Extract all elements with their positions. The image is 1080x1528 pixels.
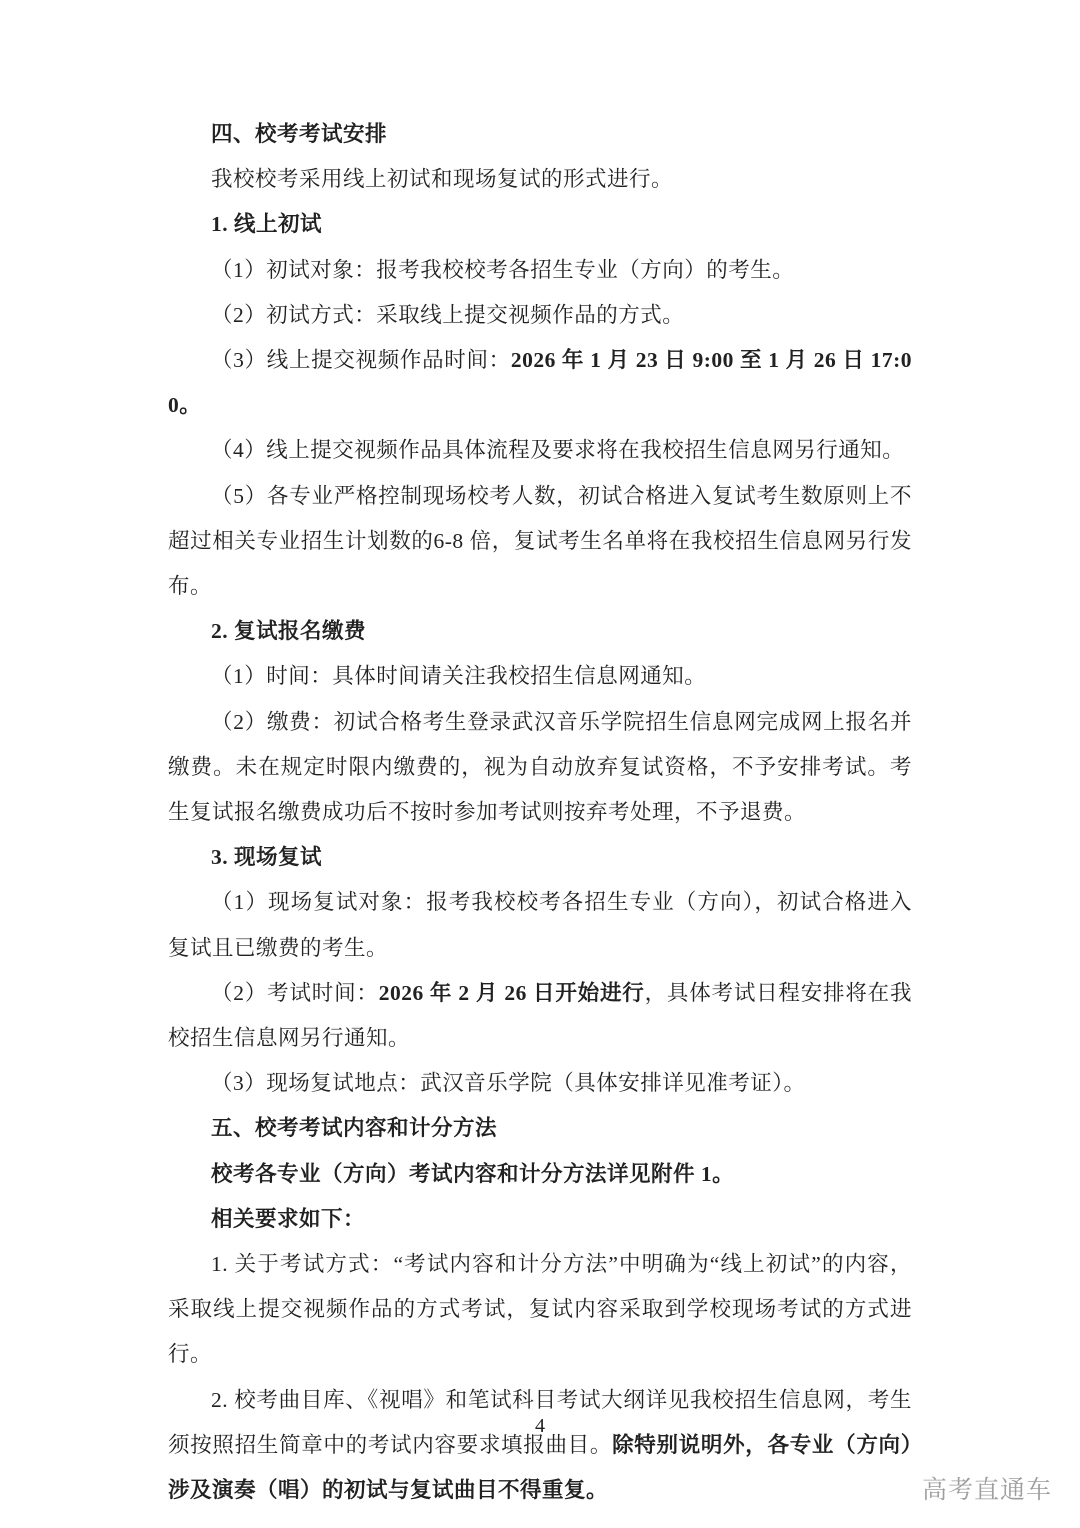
section-heading <box>168 835 912 880</box>
text-run: 2. 校考曲目库、《视唱》和笔试科目考试大纲详见我校招生信息网，考生须按照招生简章中的考试内容要求填报曲目。 <box>168 1387 912 1457</box>
paragraph <box>168 1378 912 1514</box>
paragraph <box>168 1242 912 1378</box>
paragraph <box>168 1061 912 1106</box>
section-heading <box>168 112 912 157</box>
paragraph <box>168 880 912 970</box>
text-run: 除特别说明外，各专业（方向）涉及演奏（唱）的初试与复试曲目不得重复。 <box>168 1432 912 1503</box>
text-run: ，具体考试日程安排将在我校招生信息网另行通知。 <box>168 980 912 1051</box>
paragraph <box>168 971 912 1061</box>
paragraph <box>168 700 912 836</box>
section-heading <box>168 609 912 654</box>
paragraph <box>168 293 912 338</box>
text-run: 2026 年 1 月 23 日 9:00 至 1 月 26 日 17:00。 <box>168 348 912 418</box>
paragraph <box>168 157 912 202</box>
section-heading <box>168 1106 912 1151</box>
text-run: 3. 现场复试 <box>211 845 323 870</box>
text-run: （1）初试对象：报考我校校考各招生专业（方向）的考生。 <box>211 257 795 282</box>
text-run: 五、校考考试内容和计分方法 <box>211 1116 498 1141</box>
text-run: 四、校考考试安排 <box>211 122 388 146</box>
paragraph <box>168 248 912 293</box>
text-run: 相关要求如下： <box>211 1206 366 1231</box>
page-number: 4 <box>535 1415 545 1437</box>
text-run: 2026 年 2 月 26 日开始进行 <box>378 980 645 1005</box>
text-run: 1. 线上初试 <box>211 212 323 237</box>
section-heading <box>168 1152 912 1197</box>
paragraph <box>168 474 912 610</box>
text-run: （2）考试时间： <box>211 980 379 1005</box>
document-content <box>168 112 912 1513</box>
section-heading <box>168 202 912 247</box>
watermark: 高考直通车 <box>921 1476 1052 1504</box>
text-run: （2）缴费：初试合格考生登录武汉音乐学院招生信息网完成网上报名并缴费。未在规定时限内缴费的，视为自动放弃复试资格，不予安排考试。考生复试报名缴费成功后不按时参加考试则按弃考处理，不予退费。 <box>168 709 912 825</box>
paragraph <box>168 654 912 699</box>
text-run: （1）时间：具体时间请关注我校招生信息网通知。 <box>211 664 707 689</box>
text-run: （4）线上提交视频作品具体流程及要求将在我校招生信息网另行通知。 <box>211 438 905 463</box>
text-run: 校考各专业（方向）考试内容和计分方法详见附件 1。 <box>211 1161 735 1186</box>
text-run: 2. 复试报名缴费 <box>211 619 367 644</box>
paragraph <box>168 428 912 473</box>
section-heading <box>168 1197 912 1242</box>
text-run: 1. 关于考试方式：“考试内容和计分方法”中明确为“线上初试”的内容，采取线上提交视频作品的方式考试，复试内容采取到学校现场考试的方式进行。 <box>168 1252 912 1367</box>
text-run: （2）初试方式：采取线上提交视频作品的方式。 <box>211 302 685 327</box>
paragraph <box>168 338 912 428</box>
text-run: 我校校考采用线上初试和现场复试的形式进行。 <box>211 167 674 192</box>
text-run: （5）各专业严格控制现场校考人数，初试合格进入复试考生数原则上不超过相关专业招生计划数的6-8 倍，复试考生名单将在我校招生信息网另行发布。 <box>168 483 912 599</box>
text-run: （3）线上提交视频作品时间： <box>211 348 511 373</box>
text-run: （3）现场复试地点：武汉音乐学院（具体安排详见准考证）。 <box>211 1071 806 1096</box>
text-run: （1）现场复试对象：报考我校校考各招生专业（方向），初试合格进入复试且已缴费的考生。 <box>168 890 912 960</box>
